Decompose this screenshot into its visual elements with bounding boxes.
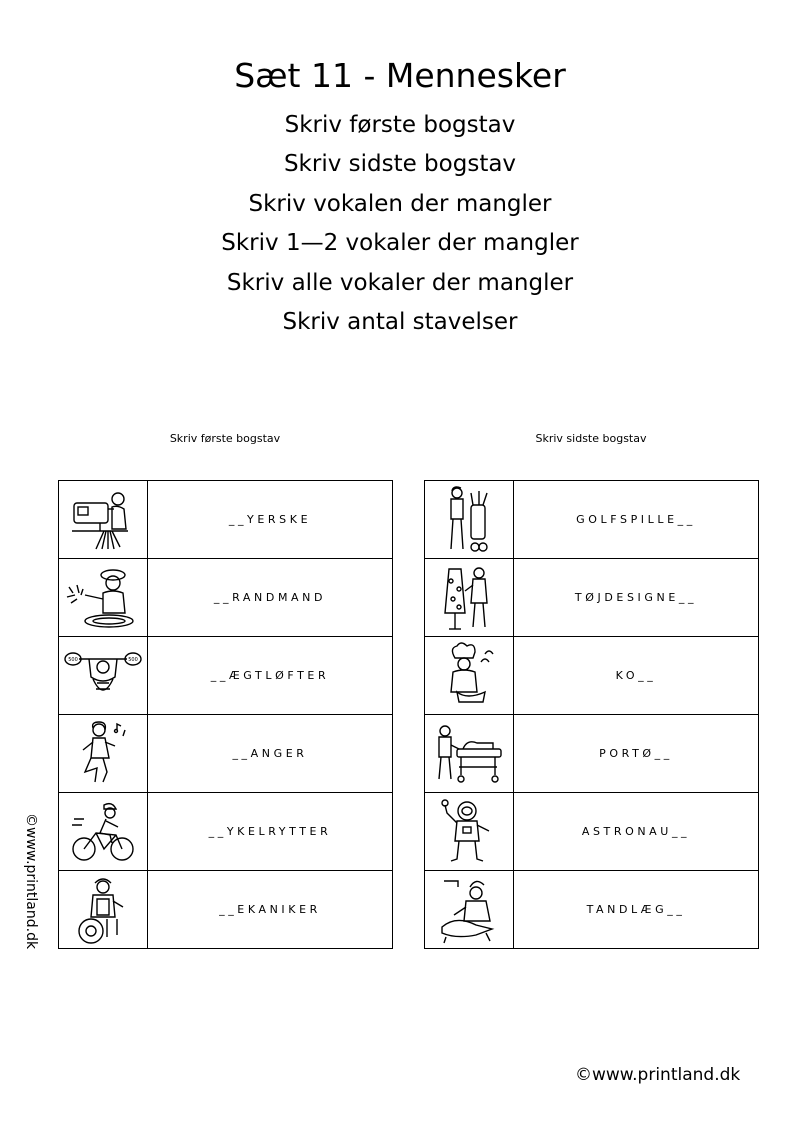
picture-cell [59, 871, 148, 949]
table-row [59, 871, 393, 949]
word-cell: __RANDMAND [148, 559, 393, 637]
left-column-label: Skriv første bogstav [169, 432, 281, 445]
instruction-list [0, 106, 800, 342]
picture-cell [59, 481, 148, 559]
weightlifter-icon [63, 643, 143, 709]
picture-cell [425, 793, 514, 871]
picture-cell [59, 715, 148, 793]
table-row [425, 715, 759, 793]
instruction-line: Skriv 1—2 vokaler der mangler [221, 230, 579, 257]
page-title: Sæt 11 - Mennesker [234, 56, 566, 95]
picture-cell [59, 559, 148, 637]
word-cell: TØJDESIGNE__ [514, 559, 759, 637]
picture-cell [425, 871, 514, 949]
table-row [425, 871, 759, 949]
mechanic-icon [73, 875, 133, 945]
picture-cell [59, 793, 148, 871]
cyclist-icon [70, 799, 136, 865]
picture-cell [425, 559, 514, 637]
table-row [59, 715, 393, 793]
instruction-line: Skriv sidste bogstav [283, 151, 517, 178]
table-row [425, 481, 759, 559]
astronaut-icon [437, 797, 501, 867]
footer-credit: ©www.printland.dk [575, 1065, 741, 1085]
seamstress-icon [68, 487, 138, 553]
table-row [59, 793, 393, 871]
instruction-line: Skriv alle vokaler der mangler [226, 269, 574, 296]
word-cell: __ANGER [148, 715, 393, 793]
word-cell: __ÆGTLØFTER [148, 637, 393, 715]
word-cell: __YERSKE [148, 481, 393, 559]
word-cell: TANDLÆG__ [514, 871, 759, 949]
firefighter-icon [63, 565, 143, 631]
instruction-line: Skriv vokalen der mangler [248, 190, 552, 217]
right-worksheet-table [424, 480, 759, 949]
table-row [59, 559, 393, 637]
hospital-porter-icon [433, 721, 505, 787]
picture-cell [425, 481, 514, 559]
golfer-icon [439, 485, 499, 555]
word-cell: PORTØ__ [514, 715, 759, 793]
word-cell: ASTRONAU__ [514, 793, 759, 871]
instruction-line: Skriv antal stavelser [282, 308, 518, 335]
word-cell: KO__ [514, 637, 759, 715]
chef-icon [437, 642, 501, 710]
picture-cell [59, 637, 148, 715]
dentist-icon [436, 875, 502, 945]
table-row [59, 481, 393, 559]
side-watermark-text: ©www.printland.dk [23, 813, 39, 950]
fashion-designer-icon [439, 563, 499, 633]
picture-cell [425, 715, 514, 793]
word-cell: __EKANIKER [148, 871, 393, 949]
table-row [425, 559, 759, 637]
left-worksheet-table [58, 480, 393, 949]
singer-icon [73, 720, 133, 788]
table-row [59, 637, 393, 715]
word-cell: GOLFSPILLE__ [514, 481, 759, 559]
picture-cell [425, 637, 514, 715]
instruction-line: Skriv første bogstav [284, 112, 516, 138]
plate-label: 500 [68, 656, 78, 663]
table-row [425, 793, 759, 871]
right-column-label: Skriv sidste bogstav [535, 432, 647, 445]
word-cell: __YKELRYTTER [148, 793, 393, 871]
plate-label: 500 [128, 656, 138, 663]
table-row [425, 637, 759, 715]
